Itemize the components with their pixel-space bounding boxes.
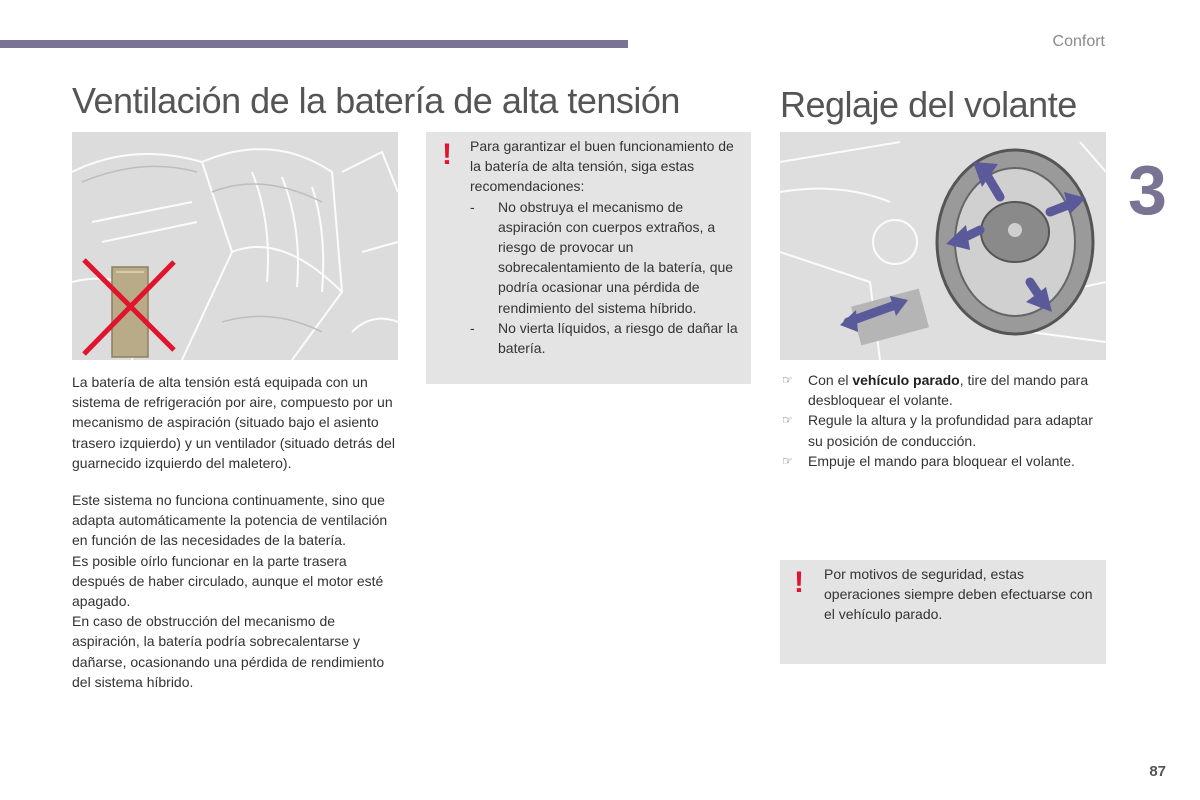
paragraph: La batería de alta tensión está equipada con un sistema de refrigeración por aire, compuesto por un mecanismo de aspiración (situado bajo el asiento trasero izquierdo) y un ventilador (situado detrás del guarnecido izquierdo del maletero). — [72, 374, 395, 471]
section-title-battery-ventilation: Ventilación de la batería de alta tensión — [72, 80, 680, 121]
warning-text — [470, 136, 745, 358]
header-accent-bar — [0, 40, 628, 48]
warning-item-text: No vierta líquidos, a riesgo de dañar la batería. — [498, 319, 738, 357]
instruction-text: Con el — [808, 372, 853, 388]
paragraph: Este sistema no funciona continuamente, sino que adapta automáticamente la potencia de ventilación en función de las necesidades de la batería. — [72, 492, 388, 549]
hand-pointer-icon: ☞ — [782, 413, 793, 428]
chapter-number: 3 — [1128, 151, 1167, 229]
hand-pointer-icon: ☞ — [782, 373, 793, 387]
warning-list-item — [470, 318, 745, 358]
battery-warning-box — [426, 132, 751, 384]
paragraph: En caso de obstrucción del mecanismo de aspiración, la batería podría sobrecalentarse y dañarse, ocasionando una pérdida de rendimiento del sistema híbrido. — [72, 613, 385, 690]
safety-warning-box — [780, 560, 1106, 664]
rear-seat-illustration — [72, 132, 398, 360]
dash-marker: - — [470, 198, 475, 215]
instruction-text: Regule la altura y la profundidad para adaptar su posición de conducción. — [808, 412, 1093, 449]
instruction-text: , tire del mando para desbloquear el volante. — [808, 372, 1089, 409]
steering-wheel-illustration — [780, 132, 1106, 360]
warning-icon: ! — [794, 566, 804, 599]
instruction-item — [780, 370, 1110, 410]
warning-icon: ! — [442, 138, 452, 171]
warning-intro: Para garantizar el buen funcionamiento de la batería de alta tensión, siga estas recomendaciones: — [470, 138, 734, 195]
paragraph: Es posible oírlo funcionar en la parte trasera después de haber circulado, aunque el motor esté apagado. — [72, 552, 384, 610]
hand-pointer-icon: ☞ — [782, 453, 793, 468]
instruction-item — [780, 410, 1110, 450]
dash-marker: - — [470, 319, 475, 336]
warning-text: Por motivos de seguridad, estas operaciones siempre deben efectuarse con el vehículo parado. — [824, 566, 1093, 623]
battery-description — [72, 372, 402, 473]
instruction-item — [780, 451, 1110, 471]
page-number: 87 — [1149, 763, 1166, 780]
warning-item-text: No obstruya el mecanismo de aspiración con cuerpos extraños, a riesgo de provocar un sobrecalentamiento de la batería, que podría ocasionar una pérdida de rendimiento del sistema híbrido. — [498, 198, 734, 316]
section-name: Confort — [1052, 33, 1105, 50]
instruction-text: Empuje el mando para bloquear el volante. — [808, 452, 1075, 469]
instruction-emphasis: vehículo parado — [852, 372, 960, 388]
steering-instructions — [780, 370, 1110, 471]
battery-operation-text — [72, 490, 402, 692]
section-title-steering-adjustment: Reglaje del volante — [780, 84, 1077, 125]
warning-list-item — [470, 197, 745, 318]
